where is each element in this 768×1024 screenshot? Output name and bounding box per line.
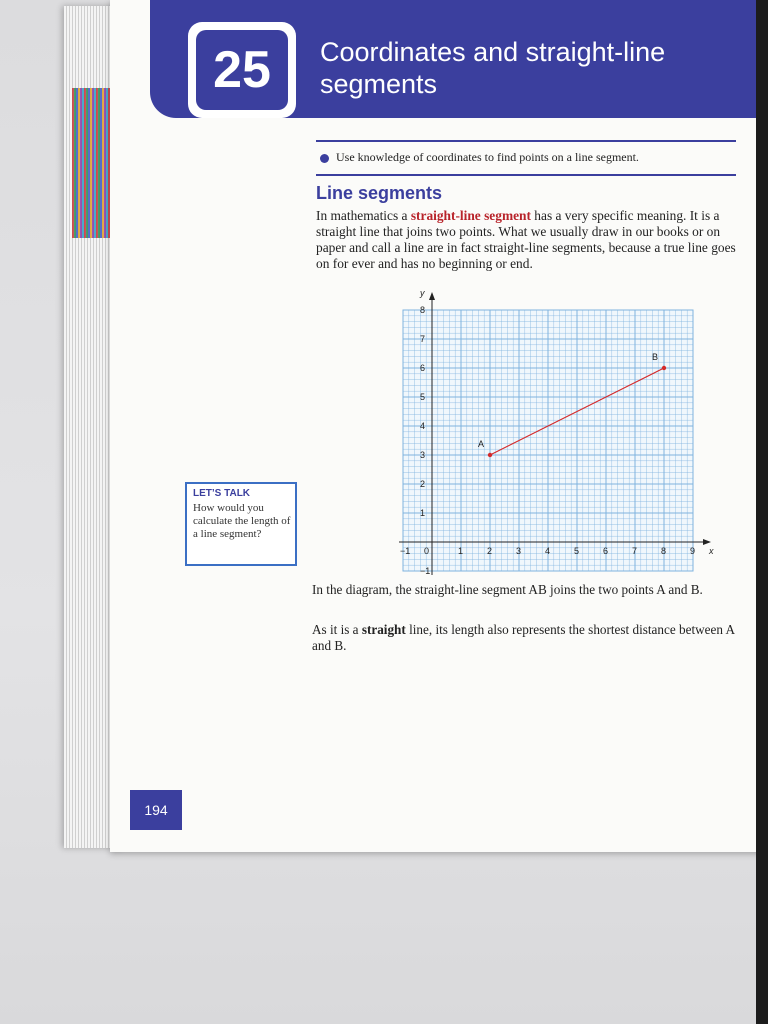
x-tick-label: −1 <box>400 546 411 556</box>
x-tick-label: 3 <box>516 546 522 556</box>
textbook-page <box>110 0 768 852</box>
intro-text-start: In mathematics a <box>316 208 411 223</box>
y-axis-label: y <box>420 288 425 298</box>
learning-objective <box>316 140 736 176</box>
x-tick-label: 4 <box>545 546 551 556</box>
book-spine-shadow <box>756 0 768 1024</box>
y-tick-label: −1 <box>420 566 431 576</box>
intro-text-end: has a very specific meaning. It is a straight line that joins two points. What we usually draw in our books or on paper and call a line are in fact straight-line segments, because a true line goes on for ever and has no beginning or end. <box>316 208 736 271</box>
point-b <box>662 366 666 370</box>
point-label-b: B <box>652 352 659 362</box>
point-a <box>488 453 492 457</box>
lets-talk-title: LET’S TALK <box>193 488 251 499</box>
point-label-a: A <box>478 439 485 449</box>
note-text-end: line, its length also represents the shortest distance between A and B. <box>312 622 735 653</box>
bullet-icon <box>320 154 329 163</box>
y-tick-label: 2 <box>420 479 426 489</box>
shortest-distance-note <box>312 622 742 654</box>
objective-text: Use knowledge of coordinates to find points on a line segment. <box>336 150 639 164</box>
note-emphasis: straight <box>361 622 406 637</box>
x-tick-label: 1 <box>458 546 464 556</box>
y-tick-label: 5 <box>420 392 426 402</box>
y-tick-label: 3 <box>420 450 426 460</box>
lets-talk-question: How would you calculate the length of a line segment? <box>193 502 291 540</box>
note-text-start: As it is a <box>312 622 362 637</box>
y-tick-label: 1 <box>420 508 426 518</box>
x-tick-label: 5 <box>574 546 580 556</box>
x-axis-arrow-icon <box>703 539 711 545</box>
diagram-explanation: In the diagram, the straight-line segment AB joins the two points A and B. <box>312 582 703 597</box>
y-tick-label: 7 <box>420 334 426 344</box>
x-tick-label: 8 <box>661 546 667 556</box>
lets-talk-box <box>185 482 297 566</box>
key-term: straight-line segment <box>410 208 531 223</box>
x-axis-label: x <box>709 546 714 556</box>
x-tick-label: 9 <box>690 546 696 556</box>
coordinate-grid-diagram <box>306 288 714 576</box>
x-tick-label: 0 <box>424 546 430 556</box>
y-tick-label: 4 <box>420 421 426 431</box>
page-number: 194 <box>130 790 182 830</box>
chapter-number: 25 <box>196 30 288 110</box>
x-tick-label: 7 <box>632 546 638 556</box>
chapter-title: Coordinates and straight-line segments <box>320 37 666 99</box>
y-tick-label: 6 <box>420 363 426 373</box>
y-axis-arrow-icon <box>429 292 435 300</box>
x-tick-label: 2 <box>487 546 493 556</box>
y-tick-label: 8 <box>420 305 426 315</box>
x-tick-label: 6 <box>603 546 609 556</box>
intro-paragraph <box>316 208 736 272</box>
section-heading: Line segments <box>316 183 443 203</box>
